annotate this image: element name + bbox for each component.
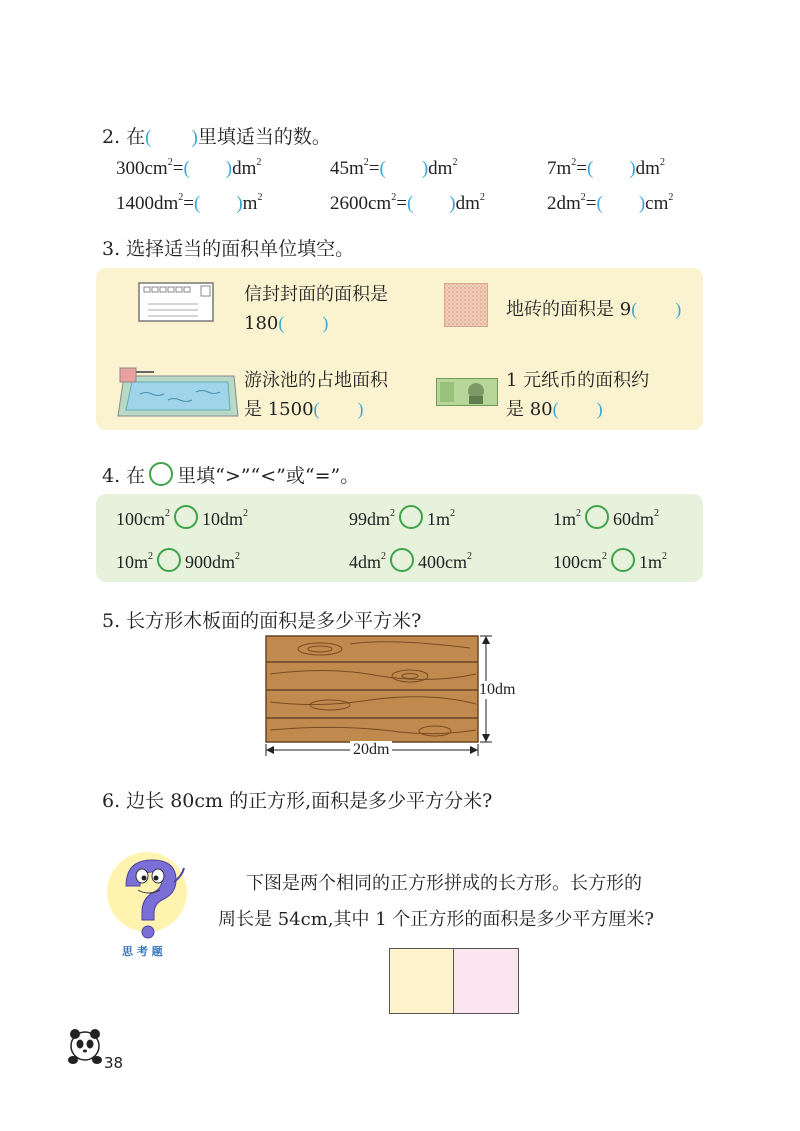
q3-item-pool[interactable]: 游泳池的占地面积 是 1500( ) [244, 370, 388, 420]
q2-eq-3[interactable]: $7m^2=$( )$dm^2$ [547, 156, 665, 179]
q2-eq-4[interactable]: $1400dm^2=$( )$m^2$ [116, 191, 263, 214]
q2-title-pre: 2. 在 [102, 126, 146, 148]
q4-compare-2[interactable]: $99dm^2$ $1m^2$ [349, 505, 455, 530]
circle-icon [149, 462, 173, 486]
q2-title [102, 122, 331, 149]
q2-eq-2[interactable]: $45m^2=$( )$dm^2$ [330, 156, 458, 179]
q2-eq-1[interactable]: $300cm^2=$( )$dm^2$ [116, 156, 262, 179]
think-line-1: 下图是两个相同的正方形拼成的长方形。长方形的 [246, 873, 642, 894]
envelope-icon [138, 282, 214, 322]
panda-icon [66, 1024, 104, 1068]
q3-item-tile[interactable]: 地砖的面积是 9( ) [506, 299, 682, 320]
q3-title: 3. 选择适当的面积单位填空。 [102, 238, 355, 260]
answer-circle[interactable] [174, 505, 198, 529]
think-badge: 思 考 题 [122, 945, 163, 958]
page-number: 38 [104, 1054, 124, 1072]
q2-eq-5[interactable]: $2600cm^2=$( )$dm^2$ [330, 191, 485, 214]
q3-item-envelope[interactable]: 信封封面的面积是 180( ) [244, 284, 388, 334]
swimming-pool-icon [116, 366, 240, 420]
paren-close: ) [191, 127, 198, 148]
q3-item-banknote[interactable]: 1 元纸币的面积约 是 80( ) [506, 370, 650, 420]
question-mark-mascot-icon [104, 852, 190, 946]
paren-open: ( [145, 127, 152, 148]
q4-compare-3[interactable]: $1m^2$ $60dm^2$ [553, 505, 659, 530]
answer-circle[interactable] [157, 548, 181, 572]
think-line-2: 周长是 54cm,其中 1 个正方形的面积是多少平方厘米? [218, 909, 655, 930]
width-label: 20dm [350, 741, 392, 759]
q4-compare-6[interactable]: $100cm^2$ $1m^2$ [553, 548, 667, 573]
floor-tile-icon [444, 283, 488, 327]
answer-circle[interactable] [611, 548, 635, 572]
q4-compare-5[interactable]: $4dm^2$ $400cm^2$ [349, 548, 472, 573]
q4-compare-4[interactable]: $10m^2$ $900dm^2$ [116, 548, 240, 573]
q6-title: 6. 边长 80cm 的正方形,面积是多少平方分米? [102, 790, 493, 812]
answer-circle[interactable] [585, 505, 609, 529]
square-right [453, 948, 519, 1014]
square-left [389, 948, 455, 1014]
q5-title: 5. 长方形木板面的面积是多少平方米? [102, 610, 422, 632]
q4-compare-1[interactable]: $100cm^2$ $10dm^2$ [116, 505, 248, 530]
answer-circle[interactable] [390, 548, 414, 572]
q2-eq-6[interactable]: $2dm^2=$( )$cm^2$ [547, 191, 674, 214]
answer-circle[interactable] [399, 505, 423, 529]
banknote-icon [436, 378, 498, 406]
q4-title: 4. 在 里填“>”“<”或“=”。 [102, 461, 359, 488]
height-label: 10dm [479, 681, 516, 698]
q2-title-post: 里填适当的数。 [197, 126, 331, 148]
